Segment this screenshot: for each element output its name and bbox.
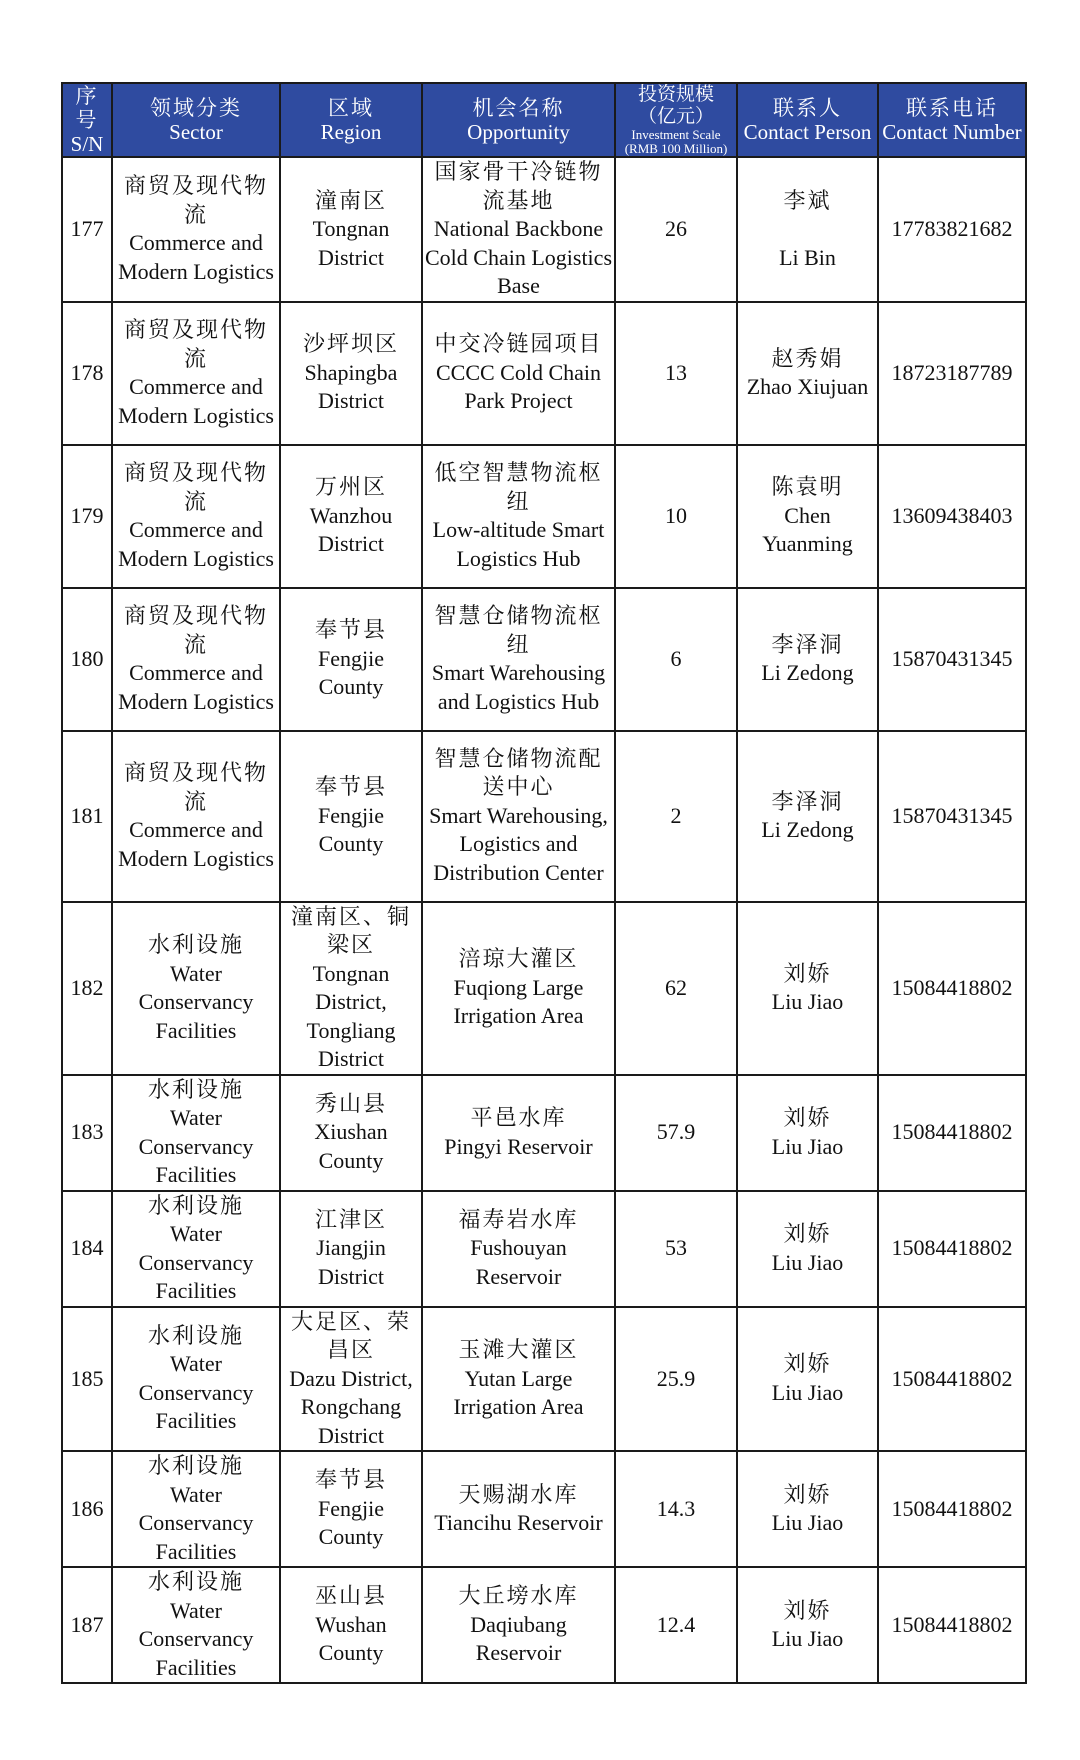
sector-cn-text: 水利设施 <box>147 1569 244 1594</box>
region-cn-text: 奉节县 <box>314 617 387 643</box>
investment-opportunity-table <box>61 82 1025 1684</box>
cell-sn <box>62 731 112 902</box>
sector-cn-text: 商贸及现代物流 <box>123 760 268 814</box>
invest-text: 13 <box>665 359 687 385</box>
contact-cn-text: 刘娇 <box>783 1105 832 1130</box>
cell-region <box>280 1567 422 1683</box>
cell-region <box>280 1191 422 1307</box>
contact-cn-text: 刘娇 <box>783 1221 832 1246</box>
opp-cn-text: 平邑水库 <box>470 1105 567 1130</box>
table-row <box>62 902 1026 1075</box>
contact-en-text: Li Zedong <box>761 817 854 842</box>
cell-contact-person <box>737 588 878 731</box>
cell-investment <box>615 1075 737 1191</box>
sn-text: 179 <box>70 502 104 528</box>
region-en-text: Wushan County <box>315 1611 387 1666</box>
cell-region <box>280 902 422 1075</box>
sector-cn-text: 商贸及现代物流 <box>123 173 268 227</box>
cell-sector <box>112 157 280 302</box>
cell-contact-number <box>878 1567 1026 1683</box>
sector-cn-text: 商贸及现代物流 <box>123 460 268 514</box>
sn-text: 177 <box>70 216 104 241</box>
cell-contact-person <box>737 902 878 1075</box>
opp-cn-text: 玉滩大灌区 <box>458 1337 579 1362</box>
cell-contact-number <box>878 588 1026 731</box>
contact-cn-text: 刘娇 <box>783 1597 832 1623</box>
table-row <box>62 302 1026 445</box>
sn-text: 182 <box>70 974 104 1000</box>
region-en-text: Fengjie County <box>318 802 384 857</box>
region-cn-text: 沙坪坝区 <box>302 331 399 357</box>
contact-cn-text: 刘娇 <box>783 1351 832 1377</box>
opp-en-text: Daqiubang Reservoir <box>470 1611 567 1666</box>
phone-text: 15870431345 <box>891 645 1013 671</box>
sector-en-text: Commerce and Modern Logistics <box>118 517 274 571</box>
opp-cn-text: 涪琼大灌区 <box>458 946 579 972</box>
cell-contact-number <box>878 1191 1026 1307</box>
opp-en-text: Smart Warehousing, Logistics and Distribution Center <box>429 802 608 885</box>
cell-investment <box>615 1191 737 1307</box>
table-row <box>62 157 1026 302</box>
table-row <box>62 445 1026 588</box>
sn-text: 186 <box>70 1495 104 1521</box>
region-en-text: Jiangjin District <box>316 1235 386 1289</box>
cell-investment <box>615 302 737 445</box>
sector-cn-text: 水利设施 <box>147 1076 244 1102</box>
contact-cn-text: 赵秀娟 <box>771 345 844 371</box>
opp-en-text: Tiancihu Reservoir <box>434 1510 603 1535</box>
contact-en-text: Liu Jiao <box>771 1249 844 1275</box>
opp-cn-text: 智慧仓储物流配送中心 <box>434 745 603 800</box>
sector-en-text: Water Conservancy Facilities <box>138 1481 254 1564</box>
invest-text: 53 <box>665 1235 687 1261</box>
cell-region <box>280 1075 422 1191</box>
contact-en-text: Liu Jiao <box>771 989 844 1014</box>
cell-investment <box>615 1451 737 1567</box>
cell-region <box>280 1451 422 1567</box>
cell-sn <box>62 1307 112 1452</box>
contact-cn-text: 刘娇 <box>783 960 832 986</box>
invest-text: 57.9 <box>656 1119 696 1145</box>
table-row <box>62 731 1026 902</box>
sector-cn-text: 商贸及现代物流 <box>123 603 268 657</box>
region-en-text: Dazu District, Rongchang District <box>289 1365 413 1448</box>
cell-investment <box>615 588 737 731</box>
region-en-text: Xiushan County <box>314 1119 388 1173</box>
sector-cn-text: 水利设施 <box>147 1453 244 1478</box>
region-en-text: Shapingba District <box>304 359 398 414</box>
sector-cn-text: 水利设施 <box>147 1192 244 1218</box>
cell-contact-person <box>737 1451 878 1567</box>
table-row <box>62 1307 1026 1452</box>
cell-contact-person <box>737 1307 878 1452</box>
cell-region <box>280 588 422 731</box>
cell-contact-person <box>737 1191 878 1307</box>
cell-investment <box>615 1307 737 1452</box>
region-en-text: Wanzhou District <box>309 502 393 557</box>
opp-cn-text: 福寿岩水库 <box>458 1206 579 1232</box>
cell-contact-number <box>878 302 1026 445</box>
cell-sn <box>62 1191 112 1307</box>
cell-opportunity <box>422 157 615 302</box>
contact-cn-text: 陈袁明 <box>771 474 844 500</box>
cell-region <box>280 445 422 588</box>
sn-text: 183 <box>70 1119 104 1145</box>
cell-region <box>280 302 422 445</box>
sector-cn-text: 水利设施 <box>147 932 244 957</box>
cell-contact-person <box>737 157 878 302</box>
cell-sector <box>112 1451 280 1567</box>
table-body <box>62 157 1026 1683</box>
invest-text: 2 <box>670 802 682 828</box>
cell-contact-number <box>878 1307 1026 1452</box>
contact-en-text: Chen Yuanming <box>762 502 853 557</box>
region-en-text: Fengjie County <box>318 645 384 700</box>
cell-opportunity <box>422 1307 615 1452</box>
invest-text: 62 <box>665 974 687 1000</box>
cell-opportunity <box>422 302 615 445</box>
invest-text: 26 <box>665 216 687 241</box>
cell-sn <box>62 588 112 731</box>
header-contact-number: 联系电话 Contact Number <box>878 83 1026 157</box>
cell-investment <box>615 157 737 302</box>
cell-sector <box>112 1075 280 1191</box>
contact-cn-text: 刘娇 <box>783 1481 832 1507</box>
cell-sector <box>112 445 280 588</box>
phone-text: 15084418802 <box>891 1611 1013 1637</box>
invest-text: 14.3 <box>656 1495 696 1521</box>
header-contact-person: 联系人 Contact Person <box>737 83 878 157</box>
contact-en-text: Liu Jiao <box>771 1626 844 1651</box>
opp-en-text: Pingyi Reservoir <box>444 1133 593 1159</box>
cell-contact-person <box>737 1075 878 1191</box>
contact-en-text: Liu Jiao <box>771 1510 844 1535</box>
sn-text: 181 <box>70 802 104 828</box>
cell-contact-person <box>737 1567 878 1683</box>
cell-region <box>280 731 422 902</box>
contact-cn-text: 李泽洞 <box>771 788 844 814</box>
sn-text: 187 <box>70 1611 104 1637</box>
header-investment-scale: 投资规模 （亿元） Investment Scale (RMB 100 Million) <box>615 83 737 157</box>
phone-text: 15870431345 <box>891 802 1013 828</box>
table-row <box>62 588 1026 731</box>
opp-cn-text: 低空智慧物流枢纽 <box>434 460 603 514</box>
cell-sector <box>112 731 280 902</box>
opportunity-table <box>61 82 1027 1684</box>
cell-sn <box>62 1567 112 1683</box>
cell-sector <box>112 902 280 1075</box>
cell-contact-number <box>878 902 1026 1075</box>
table-row <box>62 1191 1026 1307</box>
header-row <box>62 83 1026 157</box>
cell-sector <box>112 588 280 731</box>
opp-cn-text: 智慧仓储物流枢纽 <box>434 603 603 657</box>
opp-en-text: Smart Warehousing and Logistics Hub <box>431 660 606 714</box>
invest-text: 12.4 <box>656 1611 696 1637</box>
cell-contact-person <box>737 445 878 588</box>
header-sn: 序号 S/N <box>62 83 112 157</box>
region-en-text: Tongnan District, Tongliang District <box>306 960 396 1071</box>
cell-region <box>280 1307 422 1452</box>
region-cn-text: 潼南区、铜梁区 <box>290 903 411 957</box>
opp-cn-text: 天赐湖水库 <box>458 1481 579 1507</box>
region-cn-text: 秀山县 <box>314 1090 387 1116</box>
opp-en-text: Fuqiong Large Irrigation Area <box>453 974 584 1029</box>
phone-text: 15084418802 <box>891 1365 1013 1391</box>
table-row <box>62 1567 1026 1683</box>
cell-opportunity <box>422 731 615 902</box>
region-cn-text: 奉节县 <box>314 1467 387 1493</box>
contact-cn-text: 李斌 <box>783 187 832 213</box>
sector-en-text: Water Conservancy Facilities <box>138 960 254 1043</box>
cell-opportunity <box>422 1451 615 1567</box>
phone-text: 15084418802 <box>891 1495 1013 1521</box>
phone-text: 15084418802 <box>891 1235 1013 1261</box>
cell-sector <box>112 302 280 445</box>
region-cn-text: 万州区 <box>314 474 387 500</box>
cell-contact-person <box>737 302 878 445</box>
phone-text: 17783821682 <box>891 216 1013 241</box>
cell-investment <box>615 731 737 902</box>
cell-opportunity <box>422 902 615 1075</box>
opp-cn-text: 中交冷链园项目 <box>434 331 603 357</box>
sector-en-text: Water Conservancy Facilities <box>138 1351 254 1434</box>
cell-contact-number <box>878 1075 1026 1191</box>
opp-en-text: Fushouyan Reservoir <box>470 1235 567 1289</box>
cell-sector <box>112 1307 280 1452</box>
invest-text: 10 <box>665 502 687 528</box>
sector-en-text: Water Conservancy Facilities <box>138 1105 254 1187</box>
phone-text: 15084418802 <box>891 974 1013 1000</box>
sector-cn-text: 水利设施 <box>147 1322 244 1348</box>
sn-text: 185 <box>70 1365 104 1391</box>
cell-opportunity <box>422 1075 615 1191</box>
cell-opportunity <box>422 1191 615 1307</box>
invest-text: 25.9 <box>656 1365 696 1391</box>
phone-text: 13609438403 <box>891 502 1013 528</box>
contact-en-text: Li Zedong <box>761 660 854 685</box>
phone-text: 15084418802 <box>891 1119 1013 1145</box>
cell-contact-number <box>878 445 1026 588</box>
cell-sn <box>62 1451 112 1567</box>
contact-en-text: Liu Jiao <box>771 1133 844 1159</box>
sector-en-text: Commerce and Modern Logistics <box>118 817 274 871</box>
header-sector: 领域分类 Sector <box>112 83 280 157</box>
cell-sector <box>112 1191 280 1307</box>
region-cn-text: 大足区、荣昌区 <box>290 1308 411 1362</box>
opp-en-text: National Backbone Cold Chain Logistics Base <box>425 216 612 298</box>
cell-investment <box>615 445 737 588</box>
header-opportunity: 机会名称 Opportunity <box>422 83 615 157</box>
sector-en-text: Commerce and Modern Logistics <box>118 374 274 428</box>
cell-sector <box>112 1567 280 1683</box>
cell-sn <box>62 157 112 302</box>
sn-text: 178 <box>70 359 104 385</box>
cell-contact-number <box>878 731 1026 902</box>
sector-cn-text: 商贸及现代物流 <box>123 317 268 371</box>
cell-sn <box>62 302 112 445</box>
table-row <box>62 1451 1026 1567</box>
phone-text: 18723187789 <box>891 359 1013 385</box>
sn-text: 180 <box>70 645 104 671</box>
opp-cn-text: 国家骨干冷链物流基地 <box>434 159 603 213</box>
sector-en-text: Water Conservancy Facilities <box>138 1597 254 1680</box>
sector-en-text: Commerce and Modern Logistics <box>118 230 274 284</box>
cell-sn <box>62 445 112 588</box>
contact-en-text: Liu Jiao <box>771 1379 844 1405</box>
cell-opportunity <box>422 588 615 731</box>
contact-en-text: Zhao Xiujuan <box>746 374 869 399</box>
cell-sn <box>62 902 112 1075</box>
opp-en-text: Low-altitude Smart Logistics Hub <box>432 517 605 571</box>
region-cn-text: 奉节县 <box>314 774 387 800</box>
cell-opportunity <box>422 445 615 588</box>
sector-en-text: Commerce and Modern Logistics <box>118 660 274 714</box>
cell-contact-person <box>737 731 878 902</box>
cell-investment <box>615 1567 737 1683</box>
sn-text: 184 <box>70 1235 104 1261</box>
table-row <box>62 1075 1026 1191</box>
sector-en-text: Water Conservancy Facilities <box>138 1221 254 1303</box>
region-en-text: Tongnan District <box>312 216 390 270</box>
contact-en-text: Li Bin <box>779 244 836 270</box>
region-cn-text: 巫山县 <box>314 1583 387 1609</box>
opp-en-text: Yutan Large Irrigation Area <box>453 1365 584 1419</box>
opp-cn-text: 大丘塝水库 <box>458 1583 579 1609</box>
cell-region <box>280 157 422 302</box>
region-cn-text: 江津区 <box>314 1206 387 1232</box>
header-region: 区域 Region <box>280 83 422 157</box>
cell-opportunity <box>422 1567 615 1683</box>
cell-contact-number <box>878 1451 1026 1567</box>
cell-investment <box>615 902 737 1075</box>
region-cn-text: 潼南区 <box>314 187 387 213</box>
cell-contact-number <box>878 157 1026 302</box>
region-en-text: Fengjie County <box>318 1495 384 1550</box>
contact-cn-text: 李泽洞 <box>771 631 844 657</box>
invest-text: 6 <box>670 645 682 671</box>
opp-en-text: CCCC Cold Chain Park Project <box>435 359 602 414</box>
cell-sn <box>62 1075 112 1191</box>
